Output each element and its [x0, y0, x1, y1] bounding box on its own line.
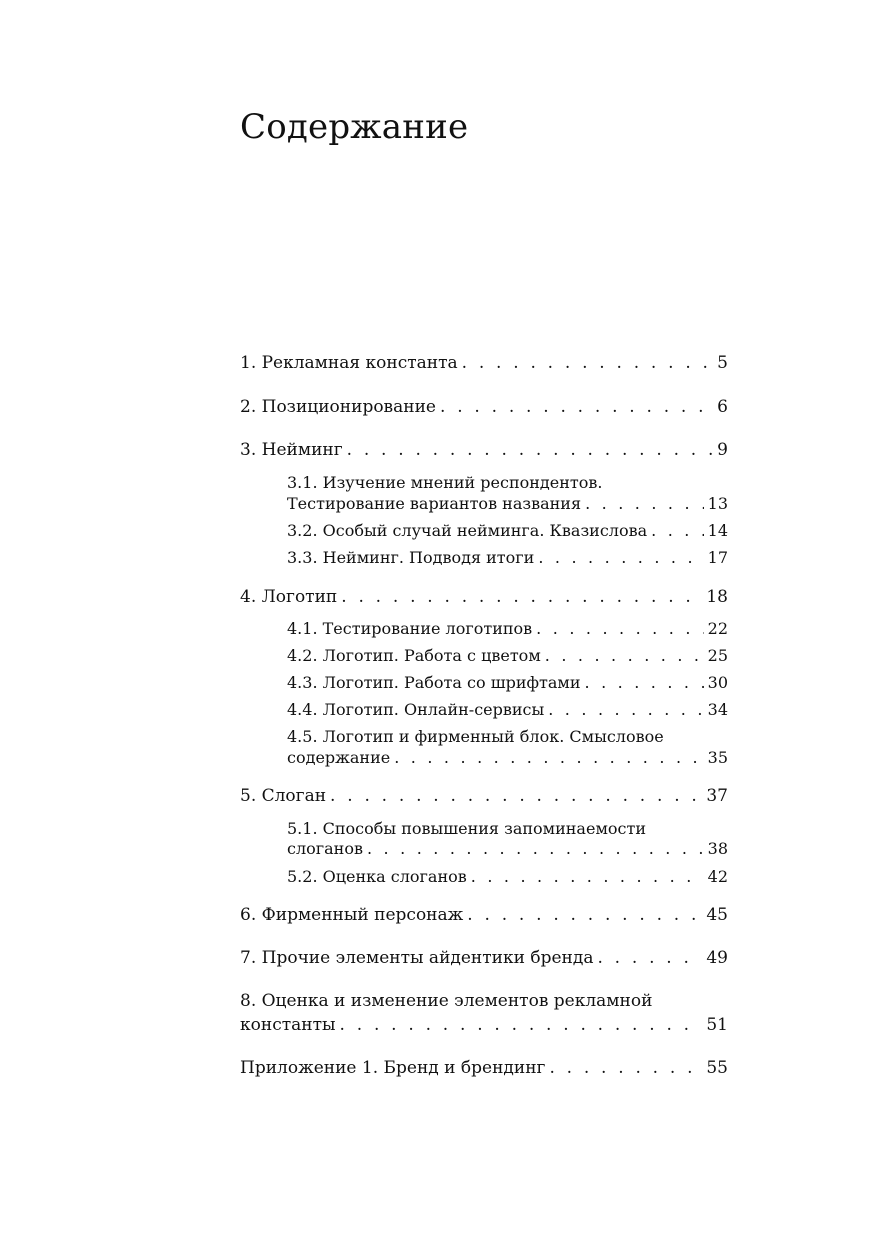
toc-entry-text: 3. Нейминг	[240, 440, 343, 460]
toc-entry-1[interactable]	[240, 352, 728, 374]
toc-page-number: 5	[717, 353, 728, 373]
dot-leader	[467, 904, 702, 926]
toc-page-number: 37	[706, 786, 728, 806]
dot-leader	[347, 439, 714, 461]
dot-leader	[548, 699, 703, 720]
toc-page-number: 38	[707, 839, 728, 858]
toc-entry-4-5[interactable]	[287, 747, 728, 768]
toc-page-number: 6	[717, 397, 728, 417]
toc-entry-text: 7. Прочие элементы айдентики бренда	[240, 948, 594, 968]
dot-leader	[330, 785, 702, 807]
dot-leader	[394, 747, 703, 768]
dot-leader	[462, 352, 714, 374]
toc-page-number: 17	[707, 548, 728, 567]
toc-entry-5[interactable]	[240, 785, 728, 807]
toc-entry-text: 4.4. Логотип. Онлайн-сервисы	[287, 700, 545, 719]
toc-entry-5-1[interactable]	[287, 838, 728, 859]
toc-entry-text: 4.3. Логотип. Работа со шрифтами	[287, 673, 581, 692]
toc-page-number: 13	[707, 494, 728, 513]
toc-entry-5-1-line1[interactable]: 5.1. Способы повышения запоминаемости	[287, 819, 646, 838]
toc-page-number: 55	[706, 1058, 728, 1078]
toc-entry-appendix-1[interactable]	[240, 1057, 728, 1079]
toc-entry-4-1[interactable]	[287, 618, 728, 639]
page-title: Содержание	[240, 107, 469, 147]
dot-leader	[549, 1057, 702, 1079]
toc-page-number: 9	[717, 440, 728, 460]
toc-entry-8-line1[interactable]: 8. Оценка и изменение элементов рекламной	[240, 991, 653, 1011]
toc-entry-4[interactable]	[240, 586, 728, 608]
toc-entry-text: 4.2. Логотип. Работа с цветом	[287, 646, 541, 665]
toc-entry-3-1-line1[interactable]: 3.1. Изучение мнений респондентов.	[287, 473, 603, 492]
toc-entry-text: 4.1. Тестирование логотипов	[287, 619, 533, 638]
toc-page-number: 34	[707, 700, 728, 719]
toc-page-number: 51	[706, 1015, 728, 1035]
toc-page-number: 35	[707, 748, 728, 767]
toc-entry-2[interactable]	[240, 396, 728, 418]
toc-entry-3-1[interactable]	[287, 493, 728, 514]
toc-entry-3-2[interactable]	[287, 520, 728, 541]
toc-entry-5-2[interactable]	[287, 866, 728, 887]
toc-entry-text: 2. Позиционирование	[240, 397, 436, 417]
toc-entry-text: 5.2. Оценка слоганов	[287, 867, 467, 886]
dot-leader	[585, 493, 704, 514]
dot-leader	[471, 866, 704, 887]
toc-page-number: 45	[706, 905, 728, 925]
dot-leader	[585, 672, 704, 693]
dot-leader	[545, 645, 704, 666]
dot-leader	[340, 1014, 703, 1036]
toc-entry-text: 6. Фирменный персонаж	[240, 905, 464, 925]
dot-leader	[651, 520, 704, 541]
toc-page-number: 25	[707, 646, 728, 665]
toc-entry-text: Приложение 1. Бренд и брендинг	[240, 1058, 546, 1078]
toc-entry-3-3[interactable]	[287, 547, 728, 568]
toc-entry-3[interactable]	[240, 439, 728, 461]
toc-page-number: 49	[706, 948, 728, 968]
dot-leader	[367, 838, 704, 859]
toc-entry-4-3[interactable]	[287, 672, 728, 693]
toc-entry-4-2[interactable]	[287, 645, 728, 666]
toc-entry-6[interactable]	[240, 904, 728, 926]
toc-entry-text: слоганов	[287, 839, 363, 858]
toc-page-number: 30	[707, 673, 728, 692]
toc-entry-text: содержание	[287, 748, 391, 767]
toc-page-number: 22	[707, 619, 728, 638]
toc-entry-text: 3.2. Особый случай нейминга. Квазислова	[287, 521, 648, 540]
dot-leader	[536, 618, 703, 639]
toc-entry-text: 4. Логотип	[240, 587, 338, 607]
toc-entry-text: константы	[240, 1015, 336, 1035]
dot-leader	[341, 586, 702, 608]
toc-entry-text: 1. Рекламная константа	[240, 353, 458, 373]
toc-page-number: 18	[706, 587, 728, 607]
dot-leader	[538, 547, 703, 568]
toc-page-number: 42	[707, 867, 728, 886]
toc-page-number: 14	[707, 521, 728, 540]
dot-leader	[440, 396, 713, 418]
toc-entry-7[interactable]	[240, 947, 728, 969]
toc-entry-text: 5. Слоган	[240, 786, 327, 806]
toc-entry-4-5-line1[interactable]: 4.5. Логотип и фирменный блок. Смысловое	[287, 727, 664, 746]
toc-entry-4-4[interactable]	[287, 699, 728, 720]
toc-entry-text: 3.3. Нейминг. Подводя итоги	[287, 548, 535, 567]
toc-entry-text: Тестирование вариантов названия	[287, 494, 582, 513]
toc-entry-8[interactable]	[240, 1014, 728, 1036]
dot-leader	[597, 947, 702, 969]
